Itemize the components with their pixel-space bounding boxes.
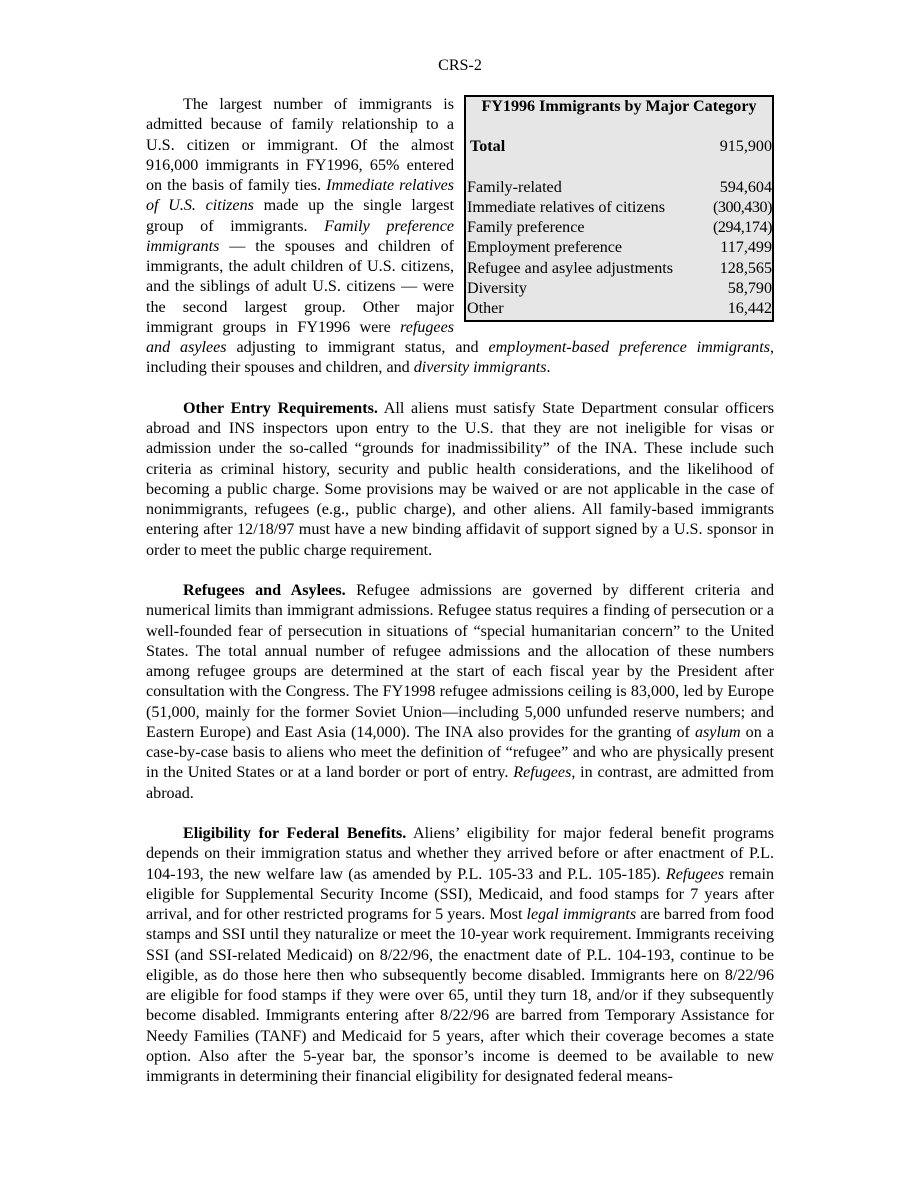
sidebar-row: [466, 178, 772, 198]
paragraph-refugees-asylees: [146, 581, 774, 804]
sidebar-row-label: Family-related: [467, 178, 562, 196]
sidebar-total-label: Total: [470, 138, 506, 156]
text-run: All aliens must satisfy State Department consular officers abroad and INS inspectors upon entry to the U.S. that they are not ineligible for visas or admission under the so-called “grounds for inadmissibility” of the INA. These include such criteria as criminal history, security and public health considerations, and the likelihood of becoming a public charge. Some provisions may be waived or are not applicable in the case of nonimmigrants, refugees (e.g., public charge), and other aliens. All family-based immigrants entering after 12/18/97 must have a new binding affidavit of support signed by a U.S. sponsor in order to meet the public charge requirement.: [146, 399, 774, 559]
sidebar-row-label: Refugee and asylee adjustments: [467, 259, 674, 277]
italic-term: legal immigrants: [526, 906, 637, 923]
sidebar-row-label: Diversity: [467, 279, 527, 297]
text-run: — the spouses and children of immigrants, the adult children of U.S. citizens, and the siblings of adult U.S. citizens — were the second largest group. Other major immigrant groups in FY1996 were: [146, 237, 454, 336]
sidebar-row-value: (300,430): [713, 198, 772, 216]
section-heading: Eligibility for Federal Benefits.: [183, 825, 407, 842]
italic-term: refugees and asylees: [146, 318, 454, 356]
sidebar-row-label: Employment preference: [467, 239, 623, 257]
paragraph-family-immigrants: [146, 95, 774, 379]
text-run: Aliens’ eligibility for major federal benefit programs depends on their immigration status and whether they arrived before or after enactment of P.L. 104-193, the new welfare law (as amended by P.L. 105-33 and P.L. 105-185).: [146, 825, 774, 883]
paragraph-entry-requirements: [146, 399, 774, 561]
text-run: on a case-by-case basis to aliens who meet the definition of “refugee” and who are physically present in the United States or at a land border or port of entry.: [146, 723, 774, 782]
sidebar-row: [466, 218, 772, 238]
sidebar-row-label: Family preference: [467, 219, 585, 236]
sidebar-row: [466, 259, 772, 279]
italic-term: Refugees: [513, 764, 572, 782]
section-heading: Other Entry Requirements.: [183, 399, 378, 417]
sidebar-row: [466, 238, 772, 258]
sidebar-row-value: 16,442: [727, 300, 772, 317]
section-heading: Refugees and Asylees.: [183, 582, 346, 599]
text-run: adjusting to immigrant status, and: [226, 339, 489, 356]
sidebar-total-value: 915,900: [719, 138, 772, 156]
sidebar-title: FY1996 Immigrants by Major Category: [481, 98, 757, 115]
paragraph-federal-benefits: [146, 824, 774, 1087]
text-run: made up the single largest group of immigrants.: [146, 197, 454, 235]
text-run: The largest number of immigrants is admitted because of family relationship to a U.S. citizen or immigrant. Of the almost 916,000 immigrants in FY1996, 65% entered on the basis of family ties.: [146, 96, 454, 194]
sidebar-spacer: [466, 158, 772, 178]
text-run: Refugee admissions are governed by different criteria and numerical limits than immigrant admissions. Refugee status requires a finding of persecution or a well-founded fear of persecution in situations of “special humanitarian concern” to the United States. The total annual number of refugee admissions and the allocation of these numbers among refugee groups are determined at the start of each fiscal year by the President after consultation with the Congress. The FY1998 refugee admissions ceiling is 83,000, led by Europe (51,000, mainly for the former Soviet Union—including 5,000 unfunded reserve numbers; and Eastern Europe) and East Asia (14,000). The INA also provides for the granting of: [146, 582, 774, 741]
italic-term: asylum: [695, 723, 741, 741]
sidebar-row-value: 594,604: [719, 178, 772, 196]
immigrants-category-sidebar: [464, 95, 774, 322]
sidebar-row: [466, 198, 772, 218]
sidebar-row: [466, 299, 772, 319]
sidebar-total-row: [466, 137, 772, 157]
text-run: remain eligible for Supplemental Security Income (SSI), Medicaid, and food stamps for 7 years after arrival, and for other restricted programs for 5 years. Most: [146, 865, 774, 923]
page-header: CRS-2: [438, 57, 482, 74]
italic-term: Immediate relatives of U.S. citizens: [146, 177, 454, 215]
document-body: [146, 95, 774, 1087]
italic-term: employment-based preference immigrants: [488, 339, 770, 356]
sidebar-row-label: Other: [467, 300, 504, 317]
sidebar-row-value: 128,565: [719, 259, 772, 277]
text-run: are barred from food stamps and SSI until they naturalize or meet the 10-year work requirement. Immigrants receiving SSI (and SSI-related Medicaid) on 8/22/96, the enactment date of P.L. 104-193, continue to be eligible, as do those here then who subsequently become disabled. Immigrants here on 8/22/96 are eligible for food stamps if they were over 65, until they turn 18, and/or if they subsequently become disabled. Immigrants entering after 8/22/96 are barred from Temporary Assistance for Needy Families (TANF) and Medicaid for 5 years, after which their coverage becomes a state option. Also after the 5-year bar, the sponsor’s income is deemed to be available to new immigrants in determining their financial eligibility for designated federal means-: [146, 906, 774, 1085]
italic-term: Refugees: [665, 865, 724, 883]
sidebar-row-value: 58,790: [727, 279, 772, 297]
italic-term: diversity immigrants: [413, 359, 547, 377]
sidebar-row-value: (294,174): [713, 219, 772, 236]
sidebar-row-label: Immediate relatives of citizens: [467, 198, 665, 216]
sidebar-row-value: 117,499: [720, 239, 772, 257]
sidebar-row: [466, 279, 772, 299]
text-run: .: [546, 359, 551, 377]
text-run: , in contrast, are admitted from abroad.: [146, 764, 775, 802]
italic-term: Family preference immigrants: [146, 217, 454, 255]
text-run: , including their spouses and children, and: [146, 339, 774, 377]
